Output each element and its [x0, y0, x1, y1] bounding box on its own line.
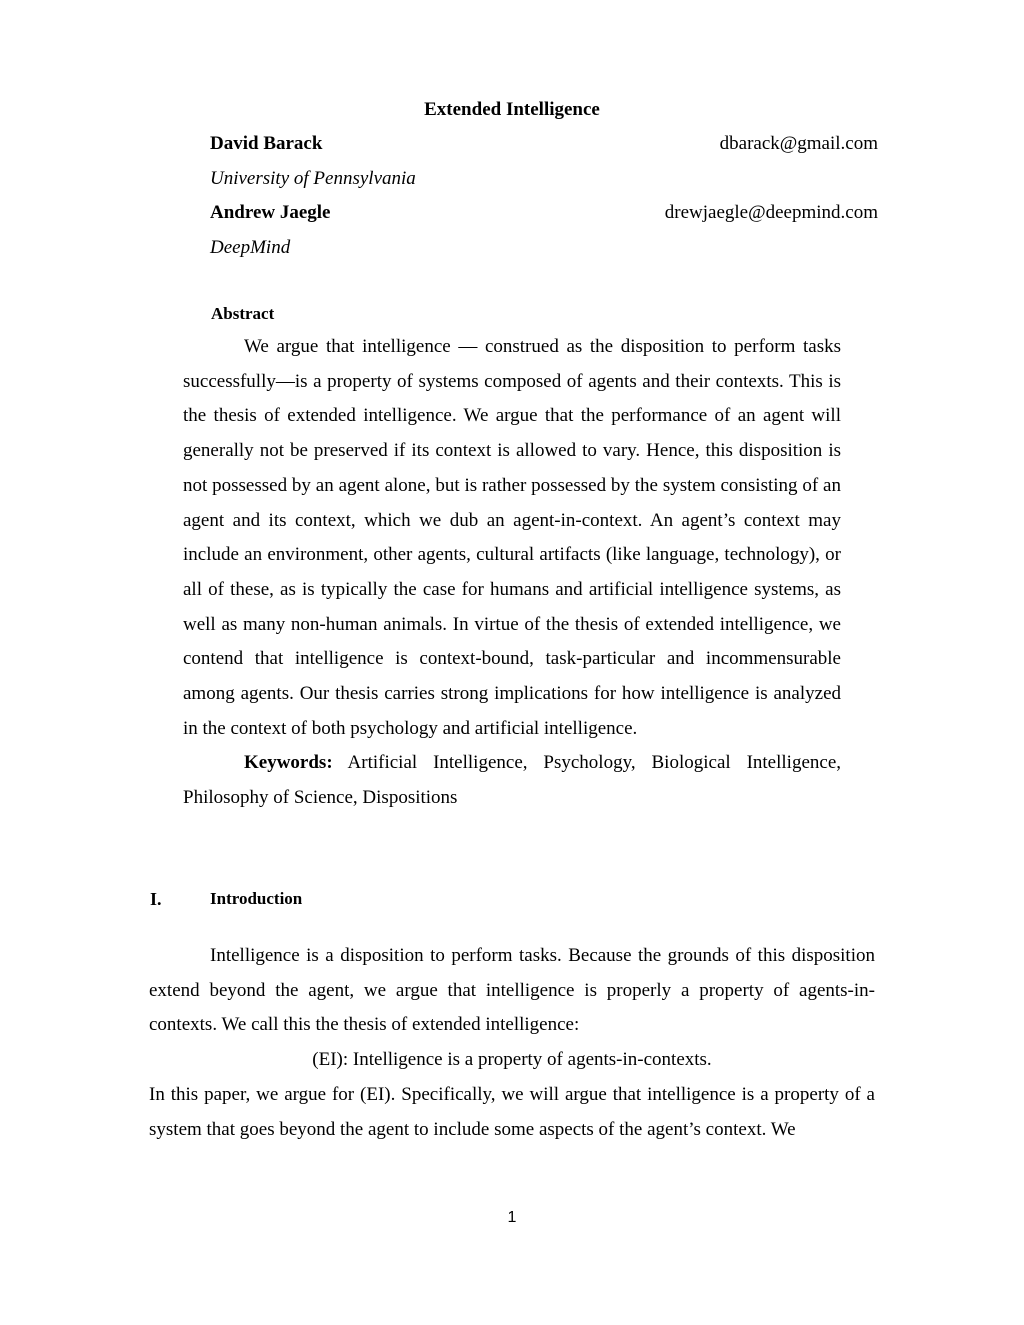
intro-paragraph: In this paper, we argue for (EI). Specifically, we will argue that intelligence is a property of a system that goes beyond the agent to include some aspects of the agent’s context. We [149, 1083, 875, 1140]
author-email: drewjaegle@deepmind.com [664, 202, 878, 223]
section-title: Introduction [210, 889, 303, 908]
keywords-line [183, 746, 841, 815]
abstract-section [183, 330, 841, 816]
abstract-text: We argue that intelligence — construed as the disposition to perform tasks successfully—is a property of systems composed of agents and their contexts. This is the thesis of extended intelligence. We argue that the performance of an agent will generally not be preserved if its context is allowed to vary. Hence, this disposition is not possessed by an agent alone, but is rather possessed by the system consisting of an agent and its context, which we dub an agent-in-context. An agent’s context may include an environment, other agents, cultural artifacts (like language, technology), or all of these, as is typically the case for humans and artificial intelligence systems, as well as many non-human animals. In virtue of the thesis of extended intelligence, we contend that intelligence is context-bound, task-particular and incommensurable among agents. Our thesis carries strong implications for how intelligence is analyzed in the context of both psychology and artificial intelligence. [183, 336, 841, 739]
paper-title: Extended Intelligence [424, 99, 600, 120]
keywords-list: Artificial Intelligence, Psychology, Biological Intelligence, Philosophy of Science, Dispositions [183, 752, 841, 809]
abstract-heading: Abstract [211, 304, 275, 323]
introduction-body [149, 939, 875, 1147]
author-name: Andrew Jaegle [210, 202, 331, 223]
section-number: I. [150, 889, 162, 909]
author-affiliation: University of Pennsylvania [210, 168, 416, 189]
author-email: dbarack@gmail.com [719, 133, 878, 154]
intro-paragraph: Intelligence is a disposition to perform tasks. Because the grounds of this disposition extend beyond the agent, we argue that intelligence is properly a property of agents-in-contexts. We call this the thesis of extended intelligence: [149, 945, 875, 1036]
author-affiliation: DeepMind [210, 237, 291, 258]
page-number: 1 [507, 1209, 517, 1226]
keywords-label: Keywords: [244, 752, 333, 774]
thesis-statement: (EI): Intelligence is a property of agents-in-contexts. [312, 1049, 712, 1071]
author-name: David Barack [210, 133, 323, 154]
